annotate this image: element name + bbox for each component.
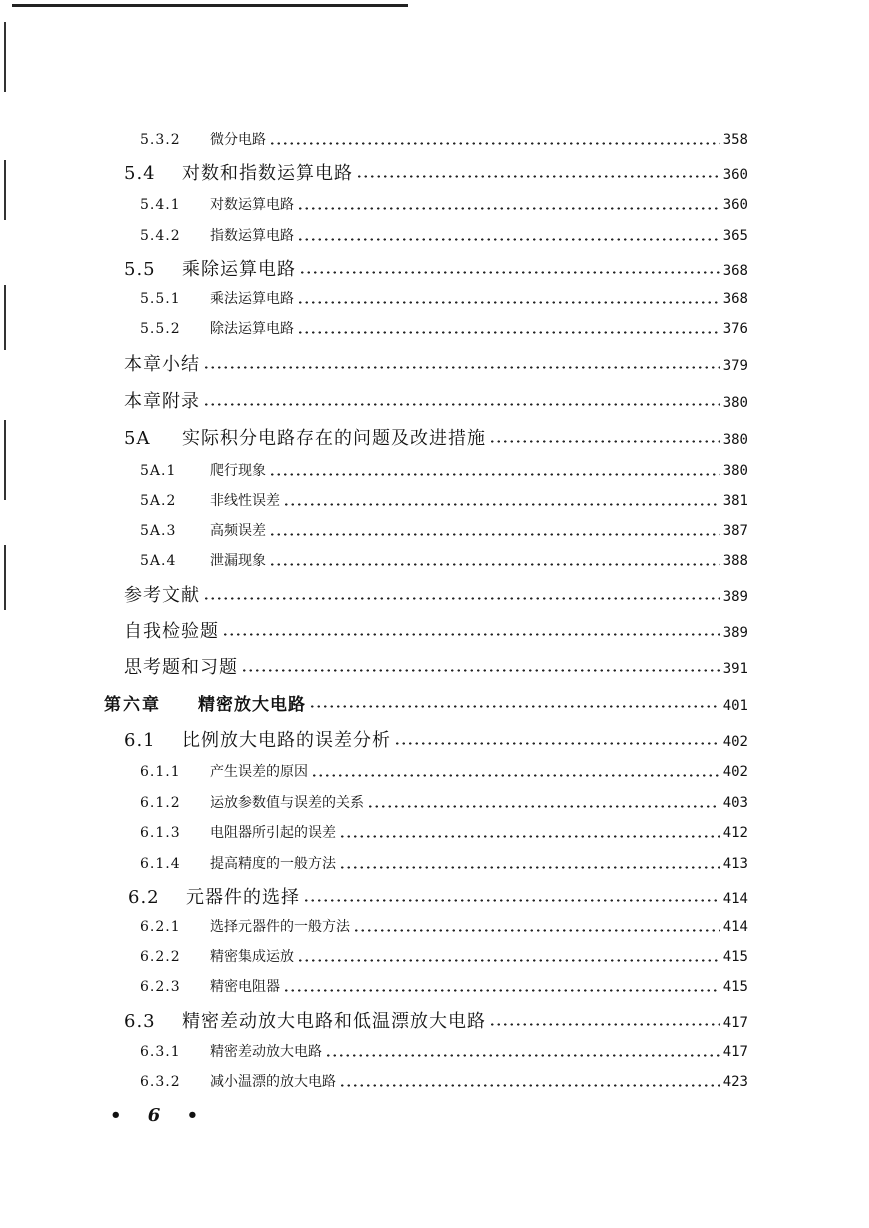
toc-entry-5a[interactable] bbox=[124, 424, 748, 450]
toc-entry-6-1-4[interactable] bbox=[140, 853, 748, 873]
toc-entry-title: 自我检验题 bbox=[124, 621, 219, 642]
toc-entry-title: 参考文献 bbox=[124, 585, 200, 606]
toc-entry-number: 5.5 bbox=[124, 259, 156, 280]
toc-entry-title: 思考题和习题 bbox=[124, 657, 238, 678]
toc-entry-page: 417 bbox=[722, 1044, 748, 1060]
dot-leader bbox=[203, 597, 720, 600]
dot-leader bbox=[309, 705, 720, 708]
toc-entry-5-4[interactable] bbox=[124, 159, 748, 185]
toc-entry-number: 5.4 bbox=[124, 163, 156, 184]
toc-entry-summary[interactable] bbox=[124, 350, 748, 376]
toc-entry-page: 358 bbox=[722, 132, 748, 148]
toc-entry-number: 5A bbox=[124, 428, 151, 449]
toc-entry-page: 423 bbox=[722, 1074, 748, 1090]
toc-entry-title: 乘法运算电路 bbox=[210, 291, 294, 307]
dot-leader bbox=[299, 271, 720, 274]
toc-entry-title: 爬行现象 bbox=[210, 463, 266, 479]
page-number: • 6 • bbox=[110, 1105, 209, 1126]
toc-entry-references[interactable] bbox=[124, 581, 748, 607]
toc-entry-number: 5A.3 bbox=[140, 523, 177, 539]
dot-leader bbox=[283, 989, 720, 992]
toc-entry-number: 6.1.3 bbox=[140, 825, 181, 841]
toc-entry-5-3-2[interactable] bbox=[140, 129, 748, 149]
dot-leader bbox=[283, 503, 720, 506]
toc-entry-page: 403 bbox=[722, 795, 748, 811]
dot-leader bbox=[222, 633, 720, 636]
toc-entry-title: 指数运算电路 bbox=[210, 228, 294, 244]
toc-entry-6-3-2[interactable] bbox=[140, 1071, 748, 1091]
toc-entry-title: 对数和指数运算电路 bbox=[182, 163, 353, 184]
toc-entry-title: 精密放大电路 bbox=[198, 695, 306, 715]
toc-entry-5-4-1[interactable] bbox=[140, 194, 748, 214]
toc-entry-page: 417 bbox=[722, 1015, 748, 1031]
toc-entry-title: 选择元器件的一般方法 bbox=[210, 919, 350, 935]
toc-entry-5a-1[interactable] bbox=[140, 460, 748, 480]
dot-leader bbox=[489, 1023, 720, 1026]
toc-entry-page: 401 bbox=[722, 698, 748, 714]
toc-entry-6-1-1[interactable] bbox=[140, 761, 748, 781]
dot-leader bbox=[489, 440, 720, 443]
dot-leader bbox=[297, 959, 720, 962]
toc-entry-page: 380 bbox=[722, 463, 748, 479]
toc-entry-page: 379 bbox=[722, 358, 748, 374]
dot-leader bbox=[241, 669, 720, 672]
toc-entry-title: 精密差动放大电路 bbox=[210, 1044, 322, 1060]
toc-entry-number: 6.3.2 bbox=[140, 1074, 181, 1090]
toc-entry-number: 5.5.2 bbox=[140, 321, 181, 337]
toc-entry-number: 6.3 bbox=[124, 1011, 156, 1032]
toc-entry-page: 360 bbox=[722, 167, 748, 183]
toc-entry-title: 乘除运算电路 bbox=[182, 259, 296, 280]
dot-leader bbox=[203, 366, 720, 369]
toc-entry-page: 360 bbox=[722, 197, 748, 213]
dot-leader bbox=[339, 1084, 720, 1087]
toc-entry-page: 381 bbox=[722, 493, 748, 509]
toc-entry-number: 6.3.1 bbox=[140, 1044, 181, 1060]
toc-entry-title: 除法运算电路 bbox=[210, 321, 294, 337]
toc-entry-page: 389 bbox=[722, 625, 748, 641]
dot-leader bbox=[353, 929, 720, 932]
toc-entry-number: 6.1 bbox=[124, 730, 156, 751]
toc-entry-number: 6.1.4 bbox=[140, 856, 181, 872]
toc-entry-6-1-2[interactable] bbox=[140, 792, 748, 812]
toc-entry-number: 6.2.2 bbox=[140, 949, 181, 965]
toc-entry-6-2-2[interactable] bbox=[140, 946, 748, 966]
toc-entry-number: 5.3.2 bbox=[140, 132, 181, 148]
toc-entry-title: 减小温漂的放大电路 bbox=[210, 1074, 336, 1090]
dot-leader bbox=[339, 866, 720, 869]
toc-entry-page: 389 bbox=[722, 589, 748, 605]
dot-leader bbox=[297, 301, 720, 304]
toc-entry-title: 泄漏现象 bbox=[210, 553, 266, 569]
dot-leader bbox=[269, 563, 720, 566]
toc-entry-page: 415 bbox=[722, 949, 748, 965]
toc-entry-page: 412 bbox=[722, 825, 748, 841]
toc-entry-title: 微分电路 bbox=[210, 132, 266, 148]
toc-entry-title: 非线性误差 bbox=[210, 493, 280, 509]
toc-entry-title: 运放参数值与误差的关系 bbox=[210, 795, 364, 811]
toc-entry-appendix[interactable] bbox=[124, 387, 748, 413]
toc-entry-page: 414 bbox=[722, 919, 748, 935]
toc-entry-6-1-3[interactable] bbox=[140, 822, 748, 842]
toc-entry-number: 5.5.1 bbox=[140, 291, 181, 307]
toc-entry-number: 6.2 bbox=[128, 887, 160, 908]
dot-leader bbox=[394, 742, 720, 745]
toc-entry-6-3[interactable] bbox=[124, 1007, 748, 1033]
toc-entry-page: 402 bbox=[722, 734, 748, 750]
toc-entry-number: 6.1.1 bbox=[140, 764, 181, 780]
toc-entry-5a-4[interactable] bbox=[140, 550, 748, 570]
toc-entry-6-3-1[interactable] bbox=[140, 1041, 748, 1061]
toc-entry-title: 比例放大电路的误差分析 bbox=[182, 730, 391, 751]
toc-entry-title: 高频误差 bbox=[210, 523, 266, 539]
toc-entry-5-5-1[interactable] bbox=[140, 288, 748, 308]
toc-entry-number: 6.2.1 bbox=[140, 919, 181, 935]
dot-leader bbox=[269, 142, 720, 145]
toc-entry-title: 精密电阻器 bbox=[210, 979, 280, 995]
toc-entry-chapter-6[interactable] bbox=[104, 690, 748, 715]
toc-entry-6-2-1[interactable] bbox=[140, 916, 748, 936]
toc-entry-6-2-3[interactable] bbox=[140, 976, 748, 996]
toc-entry-page: 368 bbox=[722, 291, 748, 307]
toc-entry-page: 380 bbox=[722, 432, 748, 448]
toc-entry-5a-3[interactable] bbox=[140, 520, 748, 540]
dot-leader bbox=[356, 175, 720, 178]
toc-entry-page: 387 bbox=[722, 523, 748, 539]
toc-entry-number: 5A.4 bbox=[140, 553, 177, 569]
dot-leader bbox=[203, 403, 720, 406]
toc-entry-title: 本章附录 bbox=[124, 391, 200, 412]
toc-entry-exercises[interactable] bbox=[124, 653, 748, 679]
toc-entry-number: 5.4.1 bbox=[140, 197, 181, 213]
toc-entry-number: 5.4.2 bbox=[140, 228, 181, 244]
toc-entry-5a-2[interactable] bbox=[140, 490, 748, 510]
toc-entry-6-2[interactable] bbox=[128, 883, 748, 909]
toc-entry-title: 实际积分电路存在的问题及改进措施 bbox=[182, 428, 486, 449]
toc-entry-number: 5A.1 bbox=[140, 463, 177, 479]
toc-entry-number: 6.2.3 bbox=[140, 979, 181, 995]
toc-entry-page: 402 bbox=[722, 764, 748, 780]
dot-leader bbox=[367, 805, 720, 808]
toc-entry-page: 391 bbox=[722, 661, 748, 677]
toc-entry-page: 368 bbox=[722, 263, 748, 279]
dot-leader bbox=[269, 533, 720, 536]
dot-leader bbox=[297, 207, 720, 210]
toc-entry-page: 414 bbox=[722, 891, 748, 907]
toc-entry-page: 415 bbox=[722, 979, 748, 995]
toc-entry-title: 本章小结 bbox=[124, 354, 200, 375]
dot-leader bbox=[269, 473, 720, 476]
toc-entry-number: 6.1.2 bbox=[140, 795, 181, 811]
toc-entry-title: 产生误差的原因 bbox=[210, 764, 308, 780]
toc-entry-page: 376 bbox=[722, 321, 748, 337]
toc-entry-title: 电阻器所引起的误差 bbox=[210, 825, 336, 841]
dot-leader bbox=[303, 899, 720, 902]
toc-entry-self-test[interactable] bbox=[124, 617, 748, 643]
dot-leader bbox=[311, 774, 720, 777]
toc-entry-title: 对数运算电路 bbox=[210, 197, 294, 213]
toc-entry-title: 提高精度的一般方法 bbox=[210, 856, 336, 872]
toc-entry-title: 元器件的选择 bbox=[186, 887, 300, 908]
dot-leader bbox=[325, 1054, 720, 1057]
toc-entry-page: 413 bbox=[722, 856, 748, 872]
dot-leader bbox=[297, 238, 720, 241]
toc-entry-5-5[interactable] bbox=[124, 255, 748, 281]
toc-entry-title: 精密集成运放 bbox=[210, 949, 294, 965]
toc-entry-page: 388 bbox=[722, 553, 748, 569]
toc-entry-title: 精密差动放大电路和低温漂放大电路 bbox=[182, 1011, 486, 1032]
toc-entry-page: 365 bbox=[722, 228, 748, 244]
toc-entry-number: 5A.2 bbox=[140, 493, 177, 509]
toc-entry-number: 第六章 bbox=[104, 695, 161, 715]
dot-leader bbox=[339, 835, 720, 838]
toc-entry-page: 380 bbox=[722, 395, 748, 411]
toc-entry-5-5-2[interactable] bbox=[140, 318, 748, 338]
toc-entry-5-4-2[interactable] bbox=[140, 225, 748, 245]
toc-entry-6-1[interactable] bbox=[124, 726, 748, 752]
dot-leader bbox=[297, 331, 720, 334]
